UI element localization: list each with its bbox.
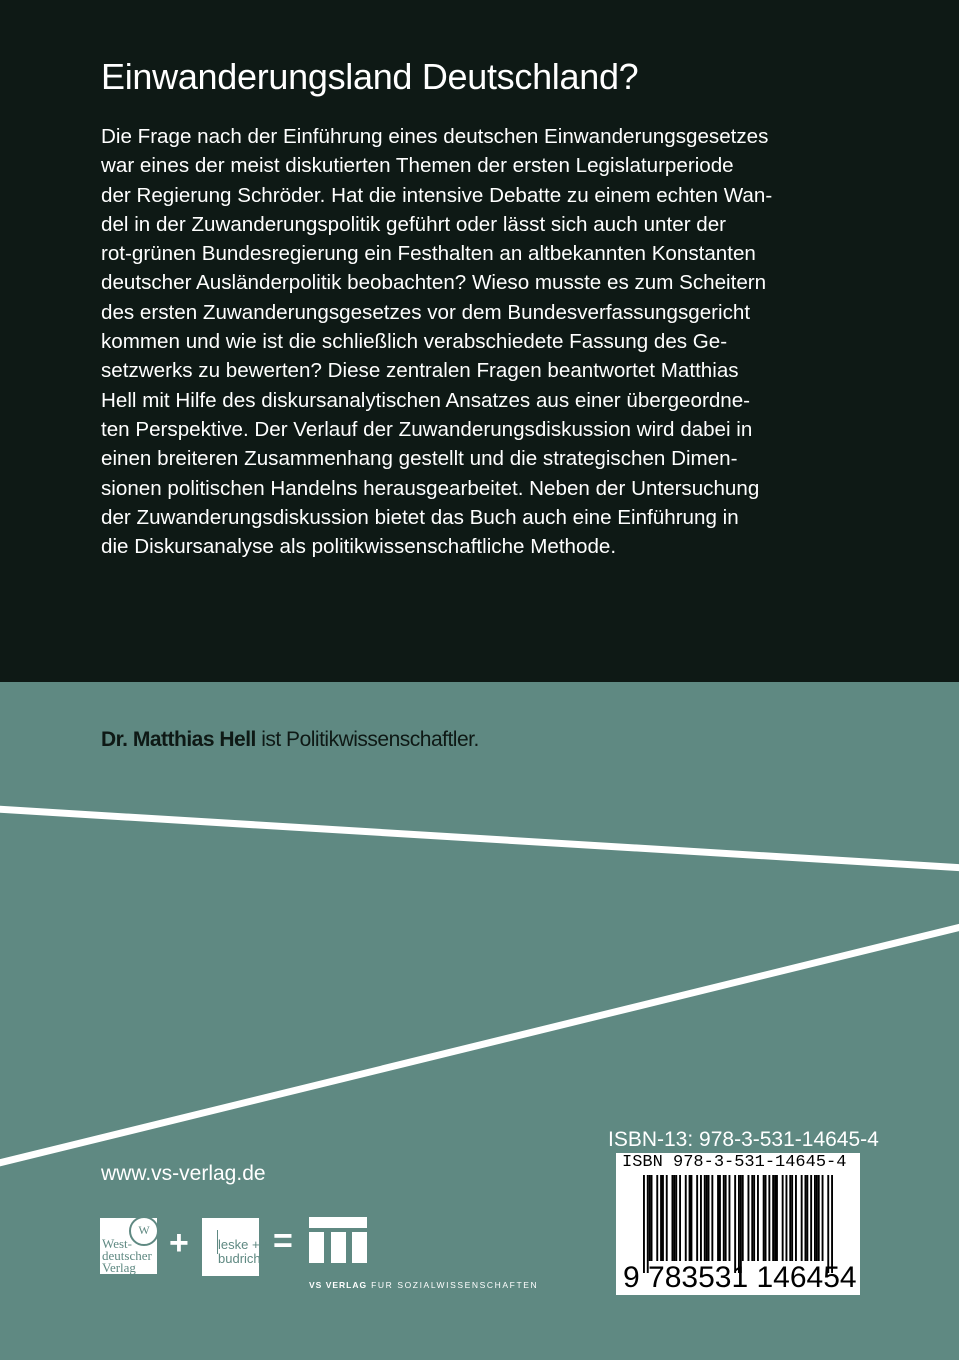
barcode-bar: [765, 1175, 767, 1261]
barcode-bar: [774, 1175, 776, 1261]
equals-sign: =: [273, 1222, 293, 1260]
plus-sign: +: [169, 1224, 189, 1262]
leske-line-2: budrich: [218, 1251, 261, 1266]
vs-verlag-rest: FUR SOZIALWISSENSCHAFTEN: [367, 1280, 539, 1290]
barcode-bar: [675, 1175, 677, 1261]
barcode-bar: [801, 1175, 803, 1261]
isbn-barcode: [616, 1153, 860, 1295]
isbn-13-label: ISBN-13: 978-3-531-14645-4: [608, 1128, 879, 1151]
barcode-bar: [651, 1175, 653, 1261]
author-description: ist Politikwissenschaftler.: [255, 728, 479, 751]
barcode-bar: [818, 1175, 820, 1261]
barcode-top-text: ISBN 978-3-531-14645-4: [622, 1153, 847, 1172]
barcode-bar: [827, 1175, 829, 1273]
barcode-bar: [810, 1175, 812, 1261]
blurb-line: sionen politischen Handelns herausgearbeitet. Neben der Untersuchung: [101, 476, 760, 500]
barcode-bar: [679, 1175, 681, 1261]
barcode-bar: [689, 1175, 691, 1261]
blurb-line: ten Perspektive. Der Verlauf der Zuwanderungsdiskussion wird dabei in: [101, 417, 753, 441]
barcode-bar: [805, 1175, 807, 1261]
barcode-bar: [734, 1175, 736, 1273]
blurb-line: war eines der meist diskutierten Themen der ersten Legislaturperiode: [101, 154, 734, 178]
barcode-bar: [772, 1175, 774, 1261]
blurb-line: der Zuwanderungsdiskussion bietet das Buch auch eine Einführung in: [101, 505, 739, 529]
blurb-line: Hell mit Hilfe des diskursanalytischen Ansatzes aus einer übergeordne-: [101, 388, 751, 412]
barcode-bar: [691, 1175, 693, 1261]
barcode-bar: [814, 1175, 816, 1261]
barcode-bar: [725, 1175, 727, 1261]
author-name: Dr. Matthias Hell: [101, 728, 256, 751]
barcode-bar: [704, 1175, 706, 1261]
barcode-bar: [816, 1175, 818, 1261]
blurb-line: kommen und wie ist die schließlich verabschiedete Fassung des Ge-: [101, 330, 728, 354]
barcode-bottom-digits: 9 783531 146454: [623, 1261, 857, 1294]
barcode-bar: [822, 1175, 824, 1261]
barcode-bar: [660, 1175, 662, 1261]
barcode-bar: [742, 1175, 744, 1261]
barcode-bar: [753, 1175, 755, 1261]
barcode-bar: [740, 1175, 742, 1273]
barcode-bar: [768, 1175, 770, 1261]
barcode-bar: [662, 1175, 664, 1261]
barcode-bar: [649, 1175, 651, 1261]
book-title: Einwanderungsland Deutschland?: [101, 56, 639, 97]
barcode-bar: [748, 1175, 750, 1261]
blurb-line: der Regierung Schröder. Hat die intensive Debatte zu einem echten Wan-: [101, 183, 773, 207]
barcode-bar: [711, 1175, 713, 1261]
barcode-bar: [795, 1175, 797, 1261]
blurb-line: Die Frage nach der Einführung eines deutschen Einwanderungsgesetzes: [101, 125, 769, 148]
blurb-line: deutscher Ausländerpolitik beobachten? Wieso musste es zum Scheitern: [101, 271, 767, 295]
barcode-bar: [673, 1175, 675, 1261]
blurb-line: des ersten Zuwanderungsgesetzes vor dem Bundesverfassungsgericht: [101, 300, 751, 324]
vs-verlag-bold: VS VERLAG: [309, 1280, 368, 1290]
barcode-bar: [717, 1175, 719, 1261]
wdv-ring-icon: W: [129, 1216, 159, 1246]
barcode-bar: [738, 1175, 740, 1273]
leske-line-1: leske +: [218, 1237, 260, 1252]
wdv-line-3: Verlag: [102, 1260, 136, 1275]
diagonal-line-upper: [0, 809, 959, 868]
wdv-line-1: West-: [102, 1236, 132, 1251]
leske-budrich-logo: [202, 1218, 259, 1276]
barcode-bar: [806, 1175, 808, 1261]
barcode-bar: [782, 1175, 784, 1261]
barcode-bar: [696, 1175, 698, 1261]
barcode-bar: [643, 1175, 645, 1273]
vs-verlag-wordmark: [309, 1280, 538, 1290]
blurb-line: setzwerks zu bewerten? Diese zentralen Fragen beantwortet Matthias: [101, 359, 739, 383]
barcode-bar: [666, 1175, 668, 1261]
barcode-bar: [708, 1175, 710, 1261]
blurb-line: einen breiteren Zusammenhang gestellt und die strategischen Dimen-: [101, 447, 738, 471]
westdeutscher-verlag-logo: [100, 1218, 157, 1274]
barcode-bar: [719, 1175, 721, 1261]
barcode-bar: [672, 1175, 674, 1261]
barcode-bar: [723, 1175, 725, 1261]
blurb-line: del in der Zuwanderungspolitik geführt oder lässt sich auch unter der: [101, 212, 727, 236]
barcode-bar: [786, 1175, 788, 1261]
barcode-bar: [647, 1175, 649, 1273]
barcode-bar: [729, 1175, 731, 1261]
barcode-bar: [700, 1175, 702, 1261]
barcode-bar: [791, 1175, 793, 1261]
barcode-bar: [656, 1175, 658, 1261]
barcode-bar: [685, 1175, 687, 1261]
barcode-bar: [831, 1175, 833, 1273]
blurb-line: die Diskursanalyse als politikwissenschaftliche Methode.: [101, 535, 617, 559]
publisher-website: www.vs-verlag.de: [101, 1162, 266, 1185]
blurb-line: rot-grünen Bundesregierung ein Festhalten an altbekannten Konstanten: [101, 242, 756, 266]
barcode-bar: [776, 1175, 778, 1261]
barcode-bar: [757, 1175, 759, 1261]
wdv-line-2: deutscher: [102, 1248, 152, 1263]
barcode-bar: [751, 1175, 753, 1261]
barcode-bar: [789, 1175, 791, 1261]
barcode-bar: [706, 1175, 708, 1261]
barcode-bar: [763, 1175, 765, 1261]
